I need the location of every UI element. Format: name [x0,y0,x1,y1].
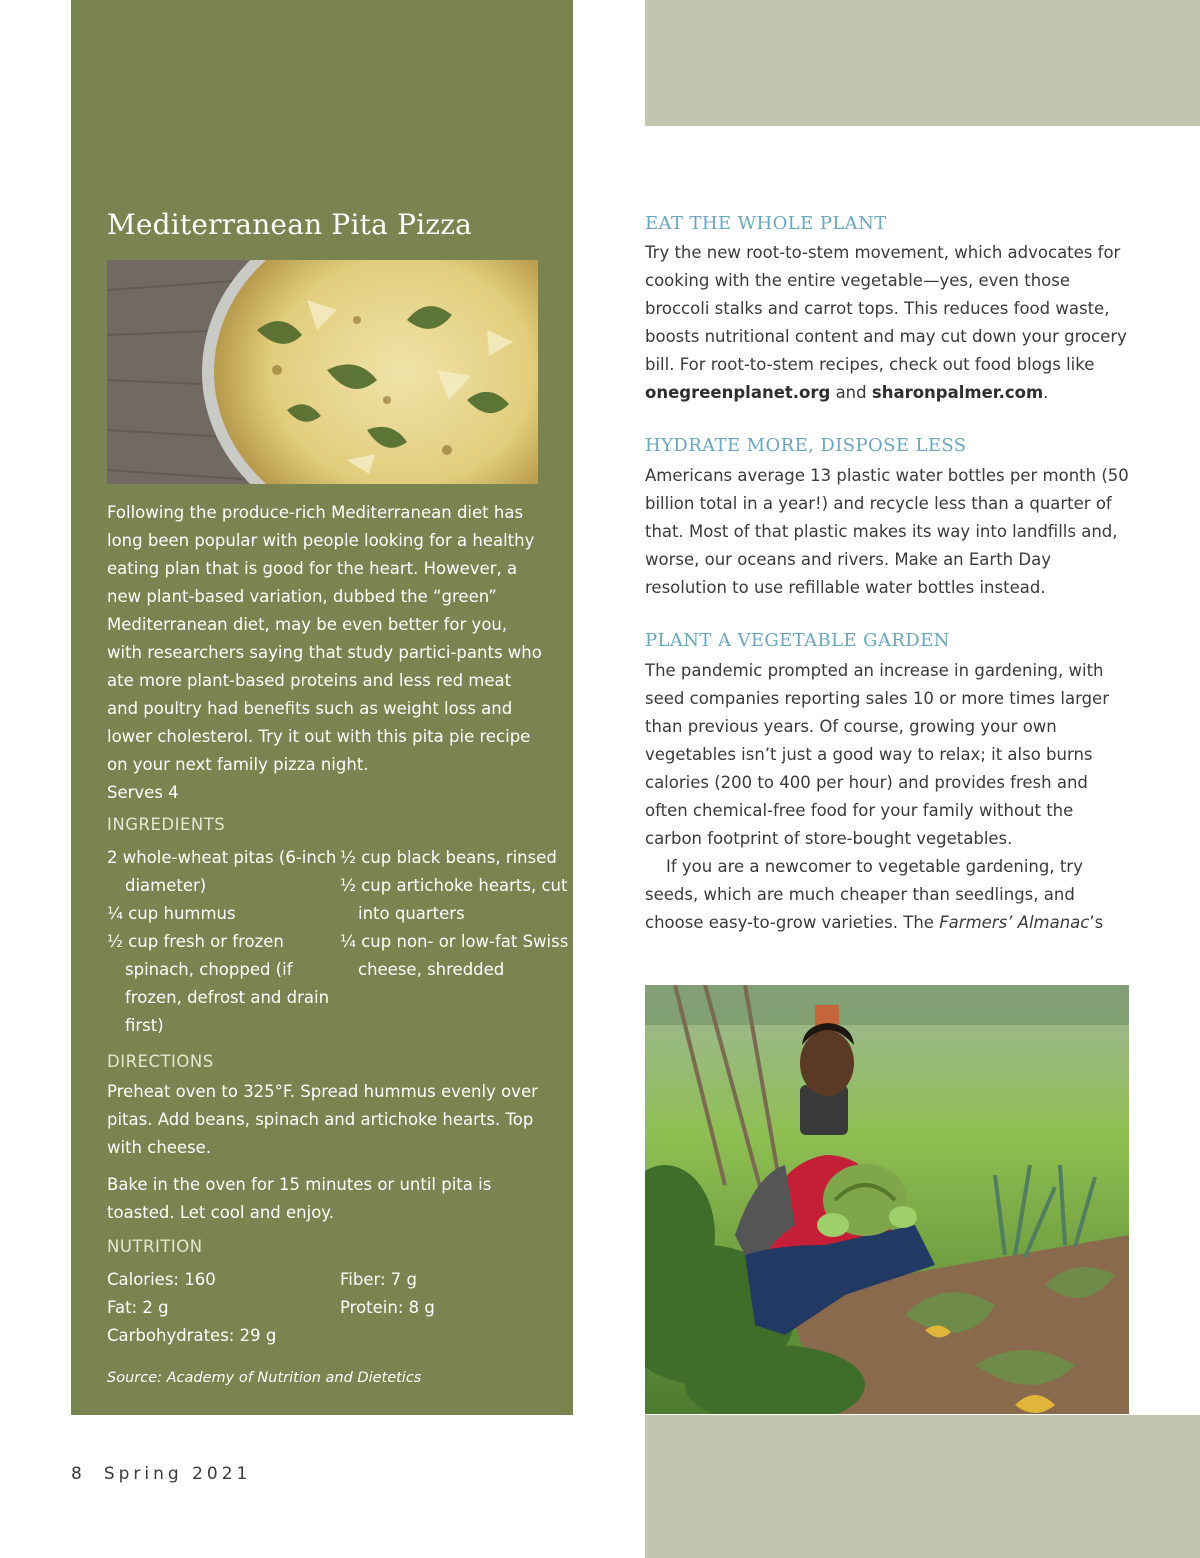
recipe-serves: Serves 4 [107,783,179,802]
eat-whole-plant-body: Try the new root-to-stem movement, which advocates for cooking with the entire vegetable—yes, even those broccoli stalks and carrot tops. This reduces food waste, boosts nutritional content and may cut down your grocery bill. For root-to-stem recipes, check out food blogs like [645,243,1127,374]
garden-heading: PLANT A VEGETABLE GARDEN [645,630,950,651]
garden-paragraph-1: The pandemic prompted an increase in gardening, with seed companies reporting sales 10 or more times larger than previous years. Of course, growing your own vegetables isn’t just a good way to relax; it also burns calories (200 to 400 per hour) and provides fresh and often chemical-free food for your family without the carbon footprint of store-bought vegetables. [645,661,1109,848]
ingredient-item: ½ cup black beans, rinsed [340,848,557,867]
garden-paragraph-2 [645,853,1135,937]
recipe-intro [107,499,543,807]
eat-whole-plant-heading: EAT THE WHOLE PLANT [645,213,887,234]
ingredients-heading: INGREDIENTS [107,815,226,834]
page-number: 8 [71,1464,82,1484]
nutrition-fiber: Fiber: 7 g [340,1270,418,1289]
ingredient-item: ¼ cup non- or low-fat Swiss cheese, shredded [340,932,569,979]
ingredient-item: ½ cup fresh or frozen spinach, chopped (if frozen, defrost and drain first) [107,932,330,1035]
nutrition-list-right [340,1266,435,1322]
conjunction-text: and [830,383,872,402]
nutrition-carbohydrates: Carbohydrates: 29 g [107,1326,277,1345]
gardener-photo [645,985,1129,1414]
decorative-band-bottom [645,1415,1200,1558]
decorative-band-top [645,0,1200,126]
directions-step-1: Preheat oven to 325°F. Spread hummus evenly over pitas. Add beans, spinach and artichoke hearts. Top with cheese. [107,1082,538,1157]
issue-label: Spring 2021 [103,1464,252,1484]
page-footer [71,1464,251,1484]
ingredient-item: ½ cup artichoke hearts, cut into quarters [340,876,568,923]
recipe-title: Mediterranean Pita Pizza [107,208,473,241]
recipe-intro-text: Following the produce-rich Mediterranean diet has long been popular with people looking for a healthy eating plan that is good for the heart. However, a new plant-based variation, dubbed the “green” Mediterranean diet, may be even better for you, with researchers saying that study partici-pants who ate more plant-based proteins and less red meat and poultry had benefits such as weight loss and lower cholesterol. Try it out with this pita pie recipe on your next family pizza night. [107,503,542,774]
nutrition-list-left [107,1266,276,1350]
possessive-text: ’s [1089,913,1104,932]
hydrate-text: Americans average 13 plastic water bottles per month (50 billion total in a year!) and recycle less than a quarter of that. Most of that plastic makes its way into landfills and, worse, our oceans and rivers. Make an Earth Day resolution to use refillable water bottles instead. [645,466,1129,597]
ingredients-list-right [340,844,570,984]
garden-paragraph-2-text: If you are a newcomer to vegetable gardening, try seeds, which are much cheaper than seedlings, and choose easy-to-grow varieties. The [645,857,1083,932]
pita-pizza-photo [107,260,538,484]
ingredient-item: ¼ cup hummus [107,904,236,923]
ingredient-item: 2 whole-wheat pitas (6-inch diameter) [107,848,337,895]
ingredients-list-left [107,844,337,1040]
nutrition-protein: Protein: 8 g [340,1298,435,1317]
sharonpalmer-link[interactable]: sharonpalmer.com [871,383,1044,402]
directions-step-2: Bake in the oven for 15 minutes or until pita is toasted. Let cool and enjoy. [107,1175,492,1222]
directions-heading: DIRECTIONS [107,1052,214,1071]
nutrition-fat: Fat: 2 g [107,1298,169,1317]
eat-whole-plant-text [645,239,1135,407]
farmers-almanac-title: Farmers’ Almanac [939,913,1090,932]
nutrition-calories: Calories: 160 [107,1270,216,1289]
recipe-sidebar [71,0,573,1415]
period-text: . [1043,383,1049,402]
nutrition-heading: NUTRITION [107,1237,203,1256]
onegreenplanet-link[interactable]: onegreenplanet.org [645,383,831,402]
hydrate-heading: HYDRATE MORE, DISPOSE LESS [645,435,967,456]
recipe-source: Source: Academy of Nutrition and Dietetics [107,1370,422,1386]
